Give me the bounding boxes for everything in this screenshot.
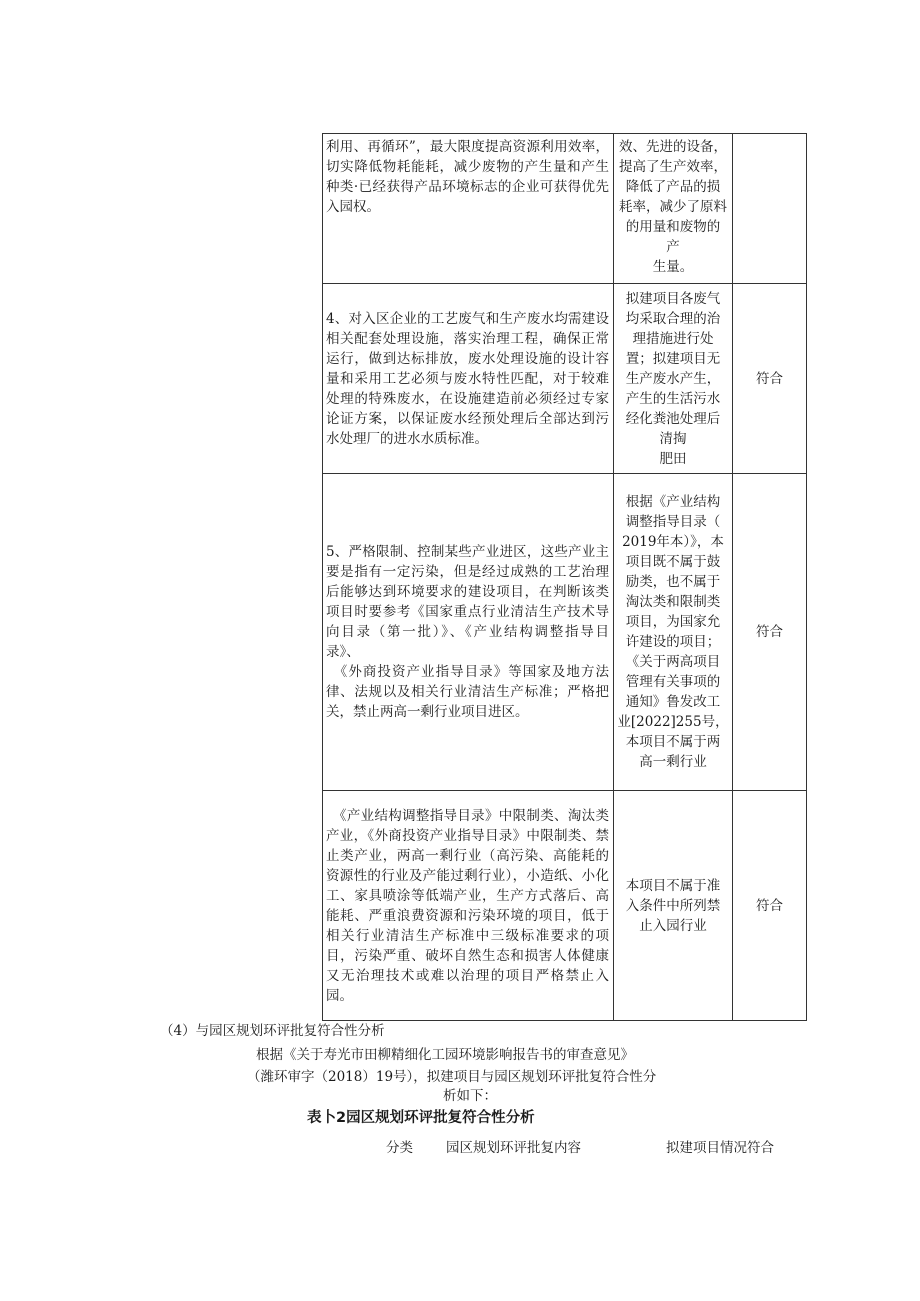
result-text: 符合 (756, 370, 783, 387)
intro-paragraph-line: 根据《关于寿光市田柳精细化工园环境影响报告书的审查意见》 (256, 1047, 634, 1063)
result-cell (733, 791, 807, 1021)
requirement-cell (323, 284, 614, 474)
result-text: 符合 (756, 897, 783, 914)
table-row (323, 474, 807, 791)
result-cell (733, 134, 807, 284)
column-header-situation: 拟建项目情况符合 (666, 1140, 774, 1156)
table-row (323, 134, 807, 284)
intro-paragraph-line: 析如下： (443, 1088, 497, 1104)
situation-text: 根据《产业结构 调整指导目录（ 2019年本）》，本 项目既不属于鼓 励类，也不属于 淘汰类和限制类 项目，为国家允 许建设的项目； 《关于两高项目 管理有关事项的 通知》鲁发改工 业[2022]255号， 本项目不属于两 高一剩行业 (617, 494, 729, 770)
situation-text: 拟建项目各废气 均采取合理的治 理措施进行处 置；拟建项目无 生产废水产生， 产生的生活污水 经化粪池处理后 清掏 肥田 (625, 290, 721, 467)
table-caption: 表卜2园区规划环评批复符合性分析 (307, 1110, 535, 1126)
requirement-text: 5、严格限制、控制某些产业进区，这些产业主要是指有一定污染，但是经过成熟的工艺治理后能够达到环境要求的建设项目，在判断该类项目时要参考《国家重点行业清洁生产技术导向目录（第一批）》、《产业结构调整指导目录》、 《外商投资产业指导目录》等国家及地方法律、法规以及相关行业清洁生产标准；严格把关，禁止两高一剩行业项目进区。 (326, 544, 609, 720)
situation-cell (614, 134, 733, 284)
situation-cell (614, 284, 733, 474)
requirement-text: 《产业结构调整指导目录》中限制类、淘汰类产业，《外商投资产业指导目录》中限制类、禁止类产业，两高一剩行业（高污染、高能耗的资源性的行业及产能过剩行业），小造纸、小化工、家具喷涂等低端产业，生产方式落后、高能耗、严重浪费资源和污染环境的项目，低于相关行业清洁生产标准中三级标准要求的项目，污染严重、破坏自然生态和损害人体健康又无治理技术或难以治理的项目严格禁止入园。 (326, 807, 609, 1004)
column-header-content: 园区规划环评批复内容 (446, 1140, 581, 1156)
section-heading: （4）与园区规划环评批复符合性分析 (160, 1023, 385, 1039)
requirement-cell (323, 134, 614, 284)
situation-text: 效、先进的设备， 提高了生产效率， 降低了产品的损 耗率，减少了原料 的用量和废物的 产 生量。 (619, 139, 727, 275)
situation-cell (614, 474, 733, 791)
requirement-text: 4、对入区企业的工艺废气和生产废水均需建设相关配套处理设施，落实治理工程，确保正常运行，做到达标排放，废水处理设施的设计容量和采用工艺必须与废水特性匹配，对于较难处理的特殊废水，在设施建造前必须经过专家论证方案，以保证废水经预处理后全部达到污水处理厂的进水水质标准。 (326, 310, 609, 447)
table-row (323, 284, 807, 474)
result-text: 符合 (756, 624, 783, 640)
result-cell (733, 474, 807, 791)
column-header-category: 分类 (386, 1140, 413, 1156)
requirement-cell (323, 791, 614, 1021)
requirement-cell (323, 474, 614, 791)
requirement-text: 利用、再循环”，最大限度提高资源利用效率，切实降低物耗能耗，减少废物的产生量和产生种类·已经获得产品环境标志的企业可获得优先入园权。 (326, 139, 609, 215)
intro-paragraph-line: （潍环审字（2018）19号），拟建项目与园区规划环评批复符合性分 (247, 1069, 657, 1085)
situation-text: 本项目不属于准 入条件中所列禁 止入园行业 (625, 877, 721, 934)
situation-cell (614, 791, 733, 1021)
table-row (323, 791, 807, 1021)
result-cell (733, 284, 807, 474)
compliance-table (322, 133, 807, 1021)
